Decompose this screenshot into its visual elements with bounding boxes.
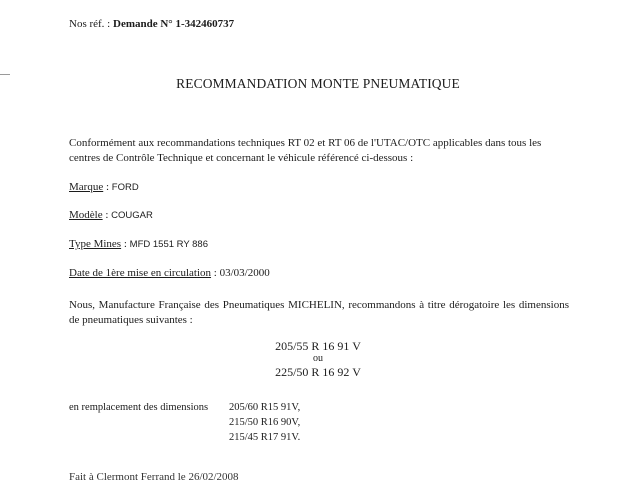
reference-line <box>69 18 234 30</box>
first-registration-label: Date de 1ère mise en circulation <box>69 267 212 279</box>
replacement-dimension-3: 215/45 R17 91V. <box>229 432 301 443</box>
marque-label: Marque <box>69 181 104 193</box>
field-type-mines: Type Mines : MFD 1551 RY 886 <box>69 238 208 250</box>
recommendation-paragraph: Nous, Manufacture Française des Pneumatiques MICHELIN, recommandons à titre dérogatoire les dimensions de pneumatiques suivantes : <box>69 299 569 326</box>
scan-edge-mark <box>0 74 10 75</box>
marque-value: FORD <box>111 182 139 193</box>
modele-label: Modèle <box>69 209 103 221</box>
field-marque: Marque : FORD <box>69 181 139 193</box>
field-first-registration: Date de 1ère mise en circulation : 03/03/2000 <box>69 267 270 279</box>
reference-number: Demande N° 1-342460737 <box>113 18 235 30</box>
type-mines-value: MFD 1551 RY 886 <box>129 239 208 250</box>
recommended-dimension-or: ou <box>313 353 323 364</box>
type-mines-label: Type Mines <box>69 238 122 250</box>
field-modele: Modèle : COUGAR <box>69 209 153 221</box>
reference-label: Nos réf. : <box>69 18 113 30</box>
recommended-dimension-2: 225/50 R 16 92 V <box>275 365 361 379</box>
replacement-dimension-2: 215/50 R16 90V, <box>229 417 301 428</box>
replacement-dimension-1: 205/60 R15 91V, <box>229 402 301 413</box>
modele-value: COUGAR <box>111 210 153 221</box>
replacement-lead: en remplacement des dimensions <box>69 402 209 413</box>
recommended-dimension-1: 205/55 R 16 91 V <box>275 339 361 353</box>
document-title: RECOMMANDATION MONTE PNEUMATIQUE <box>176 76 460 91</box>
first-registration-value: 03/03/2000 <box>219 267 270 279</box>
intro-paragraph: Conformément aux recommandations techniques RT 02 et RT 06 de l'UTAC/OTC applicables dans tous les centres de Contrôle Technique et concernant le véhicule référencé ci-dessous : <box>69 137 542 164</box>
recommended-dimensions <box>0 339 636 379</box>
signature-place-date: Fait à Clermont Ferrand le 26/02/2008 <box>69 471 239 480</box>
replacement-block <box>69 400 300 445</box>
